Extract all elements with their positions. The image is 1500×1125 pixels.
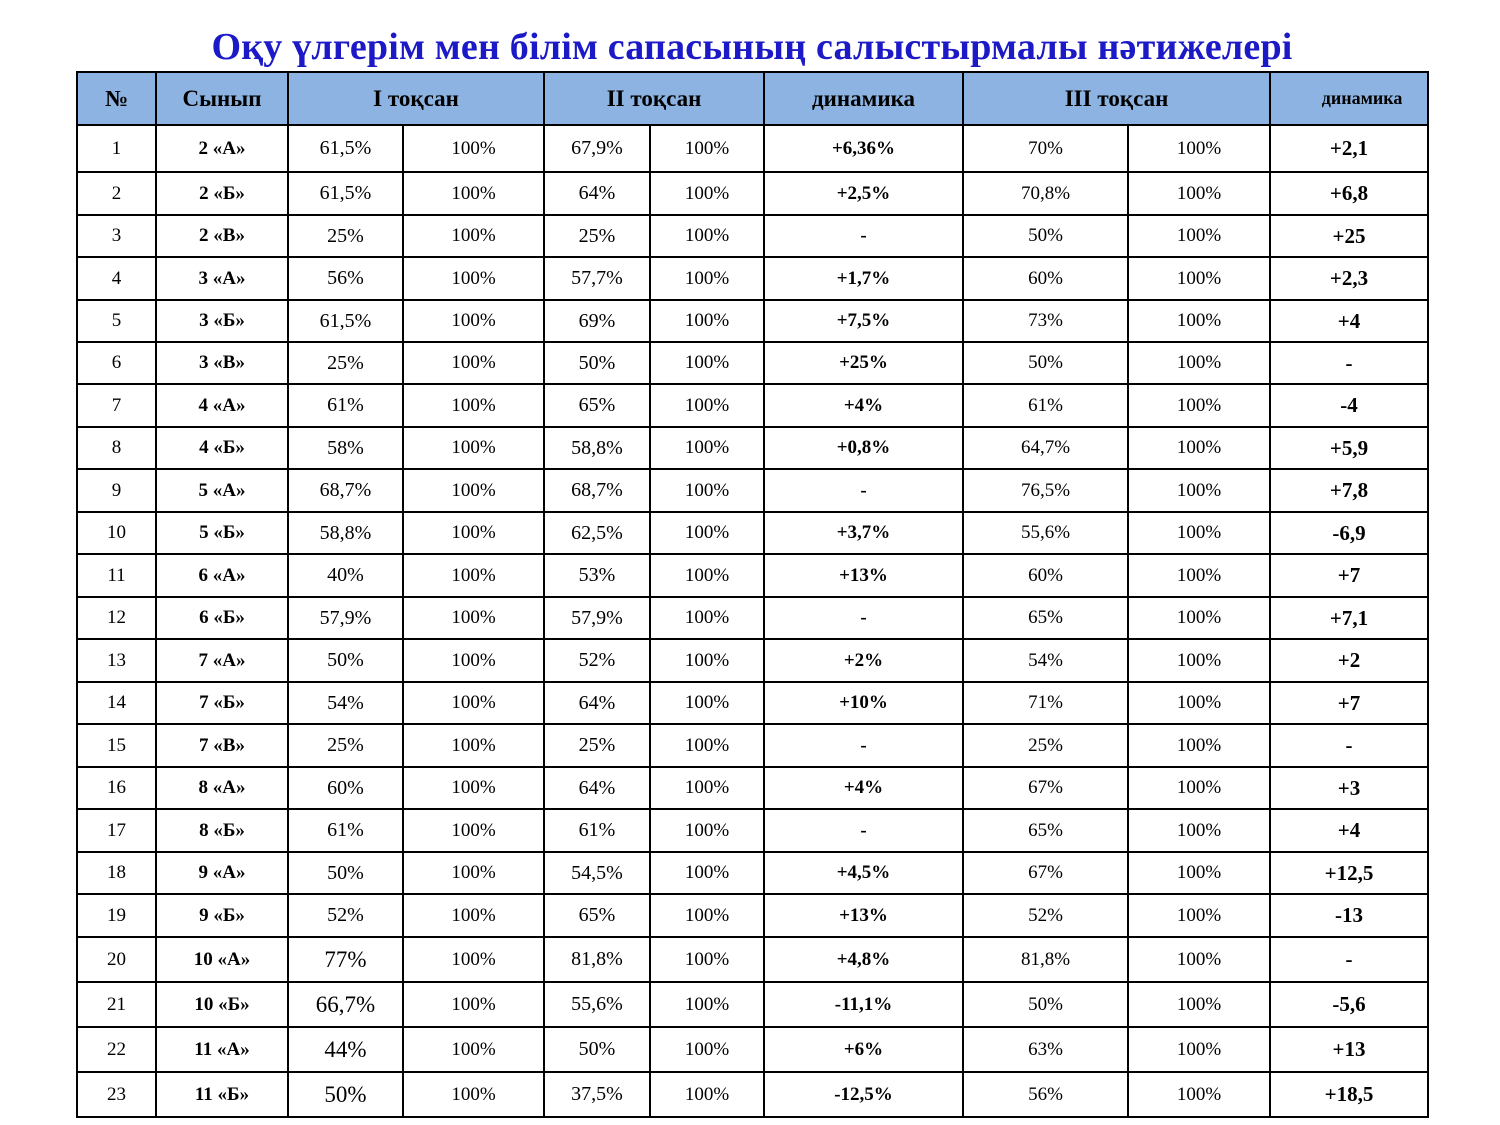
q3-quality: 54% bbox=[963, 639, 1128, 682]
dynamics-2: - bbox=[1270, 937, 1428, 982]
q1-progress: 100% bbox=[403, 767, 544, 809]
class-name: 8 «А» bbox=[156, 767, 288, 809]
q2-progress: 100% bbox=[650, 1072, 764, 1117]
dynamics-1: - bbox=[764, 724, 963, 767]
class-name: 11 «Б» bbox=[156, 1072, 288, 1117]
q3-quality: 64,7% bbox=[963, 427, 1128, 469]
q3-quality: 55,6% bbox=[963, 512, 1128, 554]
dynamics-1: +3,7% bbox=[764, 512, 963, 554]
q3-progress: 100% bbox=[1128, 894, 1270, 937]
dynamics-1: +4,8% bbox=[764, 937, 963, 982]
row-number: 8 bbox=[77, 427, 156, 469]
q1-quality: 50% bbox=[288, 852, 403, 894]
q2-quality: 52% bbox=[544, 639, 650, 682]
q1-progress: 100% bbox=[403, 512, 544, 554]
table-row bbox=[77, 342, 1428, 384]
q3-quality: 50% bbox=[963, 215, 1128, 257]
q3-quality: 65% bbox=[963, 809, 1128, 852]
dynamics-2: +5,9 bbox=[1270, 427, 1428, 469]
table-row bbox=[77, 512, 1428, 554]
q1-progress: 100% bbox=[403, 257, 544, 300]
q2-progress: 100% bbox=[650, 469, 764, 512]
dynamics-1: -11,1% bbox=[764, 982, 963, 1027]
dynamics-1: +2,5% bbox=[764, 172, 963, 215]
class-name: 2 «А» bbox=[156, 125, 288, 172]
dynamics-1: +13% bbox=[764, 894, 963, 937]
dynamics-1: +6% bbox=[764, 1027, 963, 1072]
q3-progress: 100% bbox=[1128, 469, 1270, 512]
q1-progress: 100% bbox=[403, 125, 544, 172]
row-number: 19 bbox=[77, 894, 156, 937]
dynamics-2: - bbox=[1270, 724, 1428, 767]
col-header-num: № bbox=[77, 72, 156, 125]
q1-quality: 61,5% bbox=[288, 300, 403, 342]
dynamics-2: -4 bbox=[1270, 384, 1428, 427]
col-header-q3: ІІІ тоқсан bbox=[963, 72, 1270, 125]
q3-progress: 100% bbox=[1128, 937, 1270, 982]
page-title: Оқу үлгерім мен білім сапасының салыстырмалы нәтижелері bbox=[211, 26, 1293, 68]
table-row bbox=[77, 937, 1428, 982]
q2-quality: 25% bbox=[544, 215, 650, 257]
q1-progress: 100% bbox=[403, 639, 544, 682]
dynamics-2: -6,9 bbox=[1270, 512, 1428, 554]
q1-progress: 100% bbox=[403, 982, 544, 1027]
q1-quality: 68,7% bbox=[288, 469, 403, 512]
q3-quality: 70,8% bbox=[963, 172, 1128, 215]
q2-progress: 100% bbox=[650, 257, 764, 300]
q2-progress: 100% bbox=[650, 300, 764, 342]
row-number: 15 bbox=[77, 724, 156, 767]
dynamics-1: -12,5% bbox=[764, 1072, 963, 1117]
class-name: 10 «А» bbox=[156, 937, 288, 982]
table-row bbox=[77, 215, 1428, 257]
table-row bbox=[77, 639, 1428, 682]
q1-progress: 100% bbox=[403, 172, 544, 215]
q1-quality: 54% bbox=[288, 682, 403, 724]
q1-quality: 50% bbox=[288, 1072, 403, 1117]
table-row bbox=[77, 172, 1428, 215]
class-name: 7 «А» bbox=[156, 639, 288, 682]
row-number: 9 bbox=[77, 469, 156, 512]
q3-quality: 61% bbox=[963, 384, 1128, 427]
q3-progress: 100% bbox=[1128, 215, 1270, 257]
dynamics-1: +13% bbox=[764, 554, 963, 597]
dynamics-1: +6,36% bbox=[764, 125, 963, 172]
dynamics-1: +4% bbox=[764, 767, 963, 809]
row-number: 6 bbox=[77, 342, 156, 384]
q3-progress: 100% bbox=[1128, 427, 1270, 469]
q3-progress: 100% bbox=[1128, 852, 1270, 894]
q2-progress: 100% bbox=[650, 767, 764, 809]
q1-quality: 57,9% bbox=[288, 597, 403, 639]
q2-progress: 100% bbox=[650, 682, 764, 724]
q3-quality: 56% bbox=[963, 1072, 1128, 1117]
table-row bbox=[77, 300, 1428, 342]
q1-quality: 60% bbox=[288, 767, 403, 809]
table-row bbox=[77, 894, 1428, 937]
q1-progress: 100% bbox=[403, 597, 544, 639]
q1-quality: 50% bbox=[288, 639, 403, 682]
q3-quality: 25% bbox=[963, 724, 1128, 767]
results-table bbox=[76, 71, 1429, 1118]
q2-quality: 61% bbox=[544, 809, 650, 852]
dynamics-2: +2,1 bbox=[1270, 125, 1428, 172]
col-header-dynamics-1: динамика bbox=[764, 72, 963, 125]
q3-progress: 100% bbox=[1128, 257, 1270, 300]
q3-progress: 100% bbox=[1128, 384, 1270, 427]
q3-progress: 100% bbox=[1128, 639, 1270, 682]
q1-quality: 40% bbox=[288, 554, 403, 597]
table-row bbox=[77, 809, 1428, 852]
q3-progress: 100% bbox=[1128, 724, 1270, 767]
q1-quality: 25% bbox=[288, 215, 403, 257]
dynamics-2: +13 bbox=[1270, 1027, 1428, 1072]
q1-quality: 61% bbox=[288, 384, 403, 427]
q1-progress: 100% bbox=[403, 724, 544, 767]
q3-quality: 65% bbox=[963, 597, 1128, 639]
q2-progress: 100% bbox=[650, 724, 764, 767]
q2-quality: 58,8% bbox=[544, 427, 650, 469]
dynamics-2: +4 bbox=[1270, 300, 1428, 342]
q2-progress: 100% bbox=[650, 554, 764, 597]
dynamics-2: -13 bbox=[1270, 894, 1428, 937]
dynamics-2: +12,5 bbox=[1270, 852, 1428, 894]
table-row bbox=[77, 257, 1428, 300]
dynamics-2: +3 bbox=[1270, 767, 1428, 809]
dynamics-1: +10% bbox=[764, 682, 963, 724]
q2-progress: 100% bbox=[650, 982, 764, 1027]
q1-progress: 100% bbox=[403, 682, 544, 724]
table-row bbox=[77, 597, 1428, 639]
q2-quality: 53% bbox=[544, 554, 650, 597]
q2-progress: 100% bbox=[650, 894, 764, 937]
row-number: 4 bbox=[77, 257, 156, 300]
table-row bbox=[77, 427, 1428, 469]
q1-progress: 100% bbox=[403, 1072, 544, 1117]
q2-progress: 100% bbox=[650, 512, 764, 554]
row-number: 22 bbox=[77, 1027, 156, 1072]
q2-quality: 57,7% bbox=[544, 257, 650, 300]
row-number: 3 bbox=[77, 215, 156, 257]
q1-progress: 100% bbox=[403, 469, 544, 512]
dynamics-2: - bbox=[1270, 342, 1428, 384]
class-name: 4 «Б» bbox=[156, 427, 288, 469]
class-name: 2 «Б» bbox=[156, 172, 288, 215]
q3-quality: 73% bbox=[963, 300, 1128, 342]
header-row bbox=[77, 72, 1428, 125]
q1-progress: 100% bbox=[403, 342, 544, 384]
table-row bbox=[77, 554, 1428, 597]
q3-quality: 63% bbox=[963, 1027, 1128, 1072]
q2-progress: 100% bbox=[650, 852, 764, 894]
q2-quality: 68,7% bbox=[544, 469, 650, 512]
q3-progress: 100% bbox=[1128, 597, 1270, 639]
q3-quality: 60% bbox=[963, 554, 1128, 597]
q1-progress: 100% bbox=[403, 852, 544, 894]
dynamics-2: +7 bbox=[1270, 682, 1428, 724]
row-number: 1 bbox=[77, 125, 156, 172]
q2-quality: 37,5% bbox=[544, 1072, 650, 1117]
dynamics-2: +18,5 bbox=[1270, 1072, 1428, 1117]
q3-progress: 100% bbox=[1128, 982, 1270, 1027]
col-header-q1: І тоқсан bbox=[288, 72, 544, 125]
q3-progress: 100% bbox=[1128, 767, 1270, 809]
table-row bbox=[77, 469, 1428, 512]
dynamics-2: +7 bbox=[1270, 554, 1428, 597]
q1-progress: 100% bbox=[403, 1027, 544, 1072]
row-number: 16 bbox=[77, 767, 156, 809]
col-header-class: Сынып bbox=[156, 72, 288, 125]
col-header-q2: ІІ тоқсан bbox=[544, 72, 764, 125]
q3-progress: 100% bbox=[1128, 300, 1270, 342]
dynamics-1: +2% bbox=[764, 639, 963, 682]
q2-quality: 50% bbox=[544, 1027, 650, 1072]
q1-progress: 100% bbox=[403, 809, 544, 852]
dynamics-1: +1,7% bbox=[764, 257, 963, 300]
q1-quality: 25% bbox=[288, 342, 403, 384]
dynamics-2: +25 bbox=[1270, 215, 1428, 257]
class-name: 6 «Б» bbox=[156, 597, 288, 639]
q2-quality: 64% bbox=[544, 172, 650, 215]
q1-quality: 61,5% bbox=[288, 125, 403, 172]
q2-progress: 100% bbox=[650, 172, 764, 215]
class-name: 8 «Б» bbox=[156, 809, 288, 852]
q2-progress: 100% bbox=[650, 1027, 764, 1072]
class-name: 11 «А» bbox=[156, 1027, 288, 1072]
q3-quality: 50% bbox=[963, 342, 1128, 384]
q1-quality: 58% bbox=[288, 427, 403, 469]
q3-progress: 100% bbox=[1128, 172, 1270, 215]
q2-quality: 67,9% bbox=[544, 125, 650, 172]
row-number: 14 bbox=[77, 682, 156, 724]
q1-progress: 100% bbox=[403, 937, 544, 982]
dynamics-1: +25% bbox=[764, 342, 963, 384]
dynamics-2: -5,6 bbox=[1270, 982, 1428, 1027]
q3-progress: 100% bbox=[1128, 682, 1270, 724]
dynamics-1: - bbox=[764, 215, 963, 257]
class-name: 7 «Б» bbox=[156, 682, 288, 724]
dynamics-2: +2,3 bbox=[1270, 257, 1428, 300]
table-row bbox=[77, 682, 1428, 724]
q1-progress: 100% bbox=[403, 300, 544, 342]
q2-quality: 62,5% bbox=[544, 512, 650, 554]
table-row bbox=[77, 384, 1428, 427]
class-name: 3 «В» bbox=[156, 342, 288, 384]
row-number: 18 bbox=[77, 852, 156, 894]
row-number: 13 bbox=[77, 639, 156, 682]
table-row bbox=[77, 125, 1428, 172]
class-name: 2 «В» bbox=[156, 215, 288, 257]
table-row bbox=[77, 1072, 1428, 1117]
q3-progress: 100% bbox=[1128, 1072, 1270, 1117]
q2-progress: 100% bbox=[650, 597, 764, 639]
q1-progress: 100% bbox=[403, 215, 544, 257]
class-name: 9 «Б» bbox=[156, 894, 288, 937]
class-name: 4 «А» bbox=[156, 384, 288, 427]
dynamics-1: +0,8% bbox=[764, 427, 963, 469]
row-number: 7 bbox=[77, 384, 156, 427]
q2-progress: 100% bbox=[650, 125, 764, 172]
q3-quality: 70% bbox=[963, 125, 1128, 172]
q2-quality: 25% bbox=[544, 724, 650, 767]
q1-quality: 61% bbox=[288, 809, 403, 852]
q2-quality: 50% bbox=[544, 342, 650, 384]
q2-progress: 100% bbox=[650, 215, 764, 257]
dynamics-1: +4,5% bbox=[764, 852, 963, 894]
dynamics-1: - bbox=[764, 597, 963, 639]
q2-quality: 81,8% bbox=[544, 937, 650, 982]
q1-quality: 52% bbox=[288, 894, 403, 937]
q2-progress: 100% bbox=[650, 937, 764, 982]
q2-quality: 57,9% bbox=[544, 597, 650, 639]
dynamics-1: +4% bbox=[764, 384, 963, 427]
dynamics-2: +7,8 bbox=[1270, 469, 1428, 512]
q1-progress: 100% bbox=[403, 894, 544, 937]
row-number: 5 bbox=[77, 300, 156, 342]
q1-progress: 100% bbox=[403, 554, 544, 597]
row-number: 21 bbox=[77, 982, 156, 1027]
q3-quality: 52% bbox=[963, 894, 1128, 937]
table-row bbox=[77, 767, 1428, 809]
q2-progress: 100% bbox=[650, 384, 764, 427]
q3-quality: 50% bbox=[963, 982, 1128, 1027]
row-number: 20 bbox=[77, 937, 156, 982]
q1-quality: 77% bbox=[288, 937, 403, 982]
row-number: 10 bbox=[77, 512, 156, 554]
dynamics-2: +6,8 bbox=[1270, 172, 1428, 215]
dynamics-2: +4 bbox=[1270, 809, 1428, 852]
q3-progress: 100% bbox=[1128, 125, 1270, 172]
class-name: 5 «А» bbox=[156, 469, 288, 512]
row-number: 12 bbox=[77, 597, 156, 639]
class-name: 6 «А» bbox=[156, 554, 288, 597]
q2-quality: 65% bbox=[544, 384, 650, 427]
table-row bbox=[77, 724, 1428, 767]
q1-quality: 44% bbox=[288, 1027, 403, 1072]
dynamics-1: - bbox=[764, 809, 963, 852]
q1-quality: 58,8% bbox=[288, 512, 403, 554]
q2-quality: 65% bbox=[544, 894, 650, 937]
q2-quality: 64% bbox=[544, 682, 650, 724]
class-name: 3 «А» bbox=[156, 257, 288, 300]
class-name: 10 «Б» bbox=[156, 982, 288, 1027]
class-name: 5 «Б» bbox=[156, 512, 288, 554]
q1-quality: 61,5% bbox=[288, 172, 403, 215]
q2-progress: 100% bbox=[650, 427, 764, 469]
q1-quality: 25% bbox=[288, 724, 403, 767]
dynamics-1: - bbox=[764, 469, 963, 512]
q2-progress: 100% bbox=[650, 639, 764, 682]
q3-quality: 81,8% bbox=[963, 937, 1128, 982]
q3-progress: 100% bbox=[1128, 342, 1270, 384]
table-row bbox=[77, 852, 1428, 894]
q2-progress: 100% bbox=[650, 809, 764, 852]
table-row bbox=[77, 1027, 1428, 1072]
q2-quality: 54,5% bbox=[544, 852, 650, 894]
q2-progress: 100% bbox=[650, 342, 764, 384]
dynamics-2: +7,1 bbox=[1270, 597, 1428, 639]
class-name: 3 «Б» bbox=[156, 300, 288, 342]
q1-quality: 66,7% bbox=[288, 982, 403, 1027]
class-name: 9 «А» bbox=[156, 852, 288, 894]
q3-quality: 67% bbox=[963, 852, 1128, 894]
q1-progress: 100% bbox=[403, 427, 544, 469]
q2-quality: 55,6% bbox=[544, 982, 650, 1027]
q2-quality: 69% bbox=[544, 300, 650, 342]
q1-progress: 100% bbox=[403, 384, 544, 427]
q3-progress: 100% bbox=[1128, 1027, 1270, 1072]
row-number: 23 bbox=[77, 1072, 156, 1117]
q3-progress: 100% bbox=[1128, 512, 1270, 554]
dynamics-1: +7,5% bbox=[764, 300, 963, 342]
q3-progress: 100% bbox=[1128, 809, 1270, 852]
q1-quality: 56% bbox=[288, 257, 403, 300]
q2-quality: 64% bbox=[544, 767, 650, 809]
col-header-dynamics-2: динамика bbox=[1270, 72, 1428, 125]
row-number: 17 bbox=[77, 809, 156, 852]
dynamics-2: +2 bbox=[1270, 639, 1428, 682]
row-number: 11 bbox=[77, 554, 156, 597]
q3-progress: 100% bbox=[1128, 554, 1270, 597]
row-number: 2 bbox=[77, 172, 156, 215]
q3-quality: 76,5% bbox=[963, 469, 1128, 512]
q3-quality: 60% bbox=[963, 257, 1128, 300]
class-name: 7 «В» bbox=[156, 724, 288, 767]
table-row bbox=[77, 982, 1428, 1027]
q3-quality: 67% bbox=[963, 767, 1128, 809]
q3-quality: 71% bbox=[963, 682, 1128, 724]
